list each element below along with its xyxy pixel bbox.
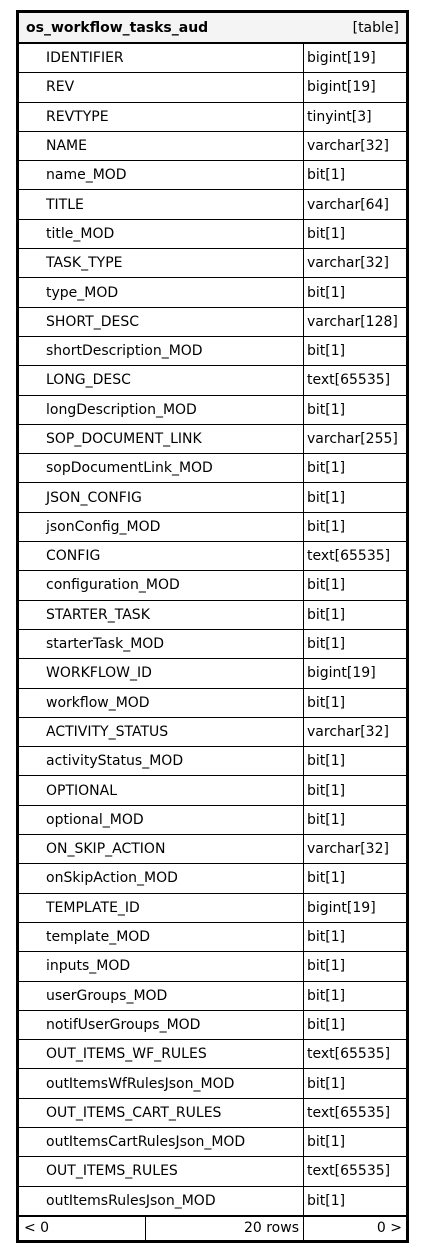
table-row	[19, 630, 406, 659]
column-name: notifUserGroups_MOD	[19, 1011, 304, 1039]
table-row	[19, 161, 406, 190]
table-header	[19, 13, 406, 44]
column-name: LONG_DESC	[19, 366, 304, 394]
table-row	[19, 806, 406, 835]
column-type: text[65535]	[307, 1046, 391, 1063]
table-name: os_workflow_tasks_aud	[26, 19, 209, 36]
column-type: bigint[19]	[307, 665, 376, 682]
column-type: bit[1]	[307, 284, 346, 301]
column-type: varchar[32]	[307, 138, 389, 155]
column-name: IDENTIFIER	[19, 44, 304, 72]
column-type: text[65535]	[307, 548, 391, 565]
table-row	[19, 835, 406, 864]
column-name: REVTYPE	[19, 103, 304, 131]
column-type: bit[1]	[307, 1134, 346, 1151]
column-name: OPTIONAL	[19, 776, 304, 804]
column-type: text[65535]	[307, 372, 391, 389]
table-row	[19, 366, 406, 395]
column-type: bit[1]	[307, 958, 346, 975]
column-type: varchar[64]	[307, 196, 389, 213]
table-row	[19, 278, 406, 307]
column-type: varchar[32]	[307, 841, 389, 858]
table-row	[19, 44, 406, 73]
column-type: bit[1]	[307, 753, 346, 770]
column-type: bit[1]	[307, 1016, 346, 1033]
column-type: varchar[128]	[307, 313, 398, 330]
table-row	[19, 747, 406, 776]
column-name: OUT_ITEMS_RULES	[19, 1157, 304, 1185]
table-row	[19, 894, 406, 923]
column-type: bit[1]	[307, 518, 346, 535]
table-row	[19, 308, 406, 337]
column-type: varchar[32]	[307, 255, 389, 272]
column-name: OUT_ITEMS_CART_RULES	[19, 1099, 304, 1127]
column-name: outItemsRulesJson_MOD	[19, 1187, 304, 1215]
column-name: ON_SKIP_ACTION	[19, 835, 304, 863]
column-type: bit[1]	[307, 1192, 346, 1209]
table-diagram	[16, 10, 409, 1243]
column-name: optional_MOD	[19, 806, 304, 834]
table-footer	[19, 1216, 406, 1240]
table-row	[19, 718, 406, 747]
column-name: userGroups_MOD	[19, 982, 304, 1010]
column-name: outItemsCartRulesJson_MOD	[19, 1128, 304, 1156]
table-row	[19, 1069, 406, 1098]
column-type: bit[1]	[307, 1075, 346, 1092]
column-name: TITLE	[19, 190, 304, 218]
table-row	[19, 571, 406, 600]
table-row	[19, 1187, 406, 1216]
column-name: WORKFLOW_ID	[19, 659, 304, 687]
table-row	[19, 1011, 406, 1040]
column-list	[19, 44, 406, 1216]
column-type: bit[1]	[307, 606, 346, 623]
column-type: bit[1]	[307, 225, 346, 242]
table-row	[19, 923, 406, 952]
table-row	[19, 952, 406, 981]
column-type: varchar[255]	[307, 431, 398, 447]
column-name: SOP_DOCUMENT_LINK	[19, 425, 304, 453]
table-row	[19, 864, 406, 893]
table-row	[19, 73, 406, 102]
column-type: bit[1]	[307, 782, 346, 799]
column-type: bit[1]	[307, 811, 346, 828]
table-row	[19, 483, 406, 512]
column-name: template_MOD	[19, 923, 304, 951]
column-name: title_MOD	[19, 220, 304, 248]
column-name: OUT_ITEMS_WF_RULES	[19, 1040, 304, 1068]
column-name: SHORT_DESC	[19, 308, 304, 336]
table-row	[19, 454, 406, 483]
column-type: text[65535]	[307, 1163, 391, 1180]
table-row	[19, 249, 406, 278]
column-name: TASK_TYPE	[19, 249, 304, 277]
column-name: JSON_CONFIG	[19, 483, 304, 511]
column-name: activityStatus_MOD	[19, 747, 304, 775]
column-name: jsonConfig_MOD	[19, 513, 304, 541]
column-name: outItemsWfRulesJson_MOD	[19, 1069, 304, 1097]
column-name: onSkipAction_MOD	[19, 864, 304, 892]
column-name: ACTIVITY_STATUS	[19, 718, 304, 746]
table-row	[19, 601, 406, 630]
table-row	[19, 689, 406, 718]
next-page-link[interactable]: 0 >	[376, 1220, 402, 1237]
table-row	[19, 659, 406, 688]
table-row	[19, 776, 406, 805]
column-name: STARTER_TASK	[19, 601, 304, 629]
column-type: bigint[19]	[307, 79, 376, 96]
table-row	[19, 132, 406, 161]
column-type: bit[1]	[307, 636, 346, 653]
table-row	[19, 542, 406, 571]
table-row	[19, 1128, 406, 1157]
table-row	[19, 190, 406, 219]
column-type: bigint[19]	[307, 899, 376, 916]
column-type: bit[1]	[307, 987, 346, 1004]
column-type: bit[1]	[307, 577, 346, 594]
column-type: bit[1]	[307, 167, 346, 184]
table-row	[19, 1157, 406, 1186]
column-name: shortDescription_MOD	[19, 337, 304, 365]
table-kind: [table]	[352, 19, 399, 36]
column-type: bit[1]	[307, 460, 346, 477]
row-count: 20 rows	[146, 1217, 304, 1240]
column-name: REV	[19, 73, 304, 101]
column-name: CONFIG	[19, 542, 304, 570]
column-name: TEMPLATE_ID	[19, 894, 304, 922]
column-name: inputs_MOD	[19, 952, 304, 980]
column-name: configuration_MOD	[19, 571, 304, 599]
table-row	[19, 425, 406, 454]
table-row	[19, 103, 406, 132]
table-row	[19, 1099, 406, 1128]
column-type: bit[1]	[307, 401, 346, 418]
column-name: type_MOD	[19, 278, 304, 306]
column-name: workflow_MOD	[19, 689, 304, 717]
column-name: NAME	[19, 132, 304, 160]
column-type: bit[1]	[307, 929, 346, 946]
column-type: varchar[32]	[307, 723, 389, 740]
column-type: bigint[19]	[307, 50, 376, 67]
column-name: longDescription_MOD	[19, 396, 304, 424]
table-row	[19, 220, 406, 249]
column-name: sopDocumentLink_MOD	[19, 454, 304, 482]
table-row	[19, 1040, 406, 1069]
column-type: bit[1]	[307, 870, 346, 887]
column-type: bit[1]	[307, 489, 346, 506]
prev-page-link[interactable]: < 0	[19, 1217, 146, 1240]
column-type: bit[1]	[307, 694, 346, 711]
column-type: tinyint[3]	[307, 108, 372, 125]
table-row	[19, 513, 406, 542]
column-name: name_MOD	[19, 161, 304, 189]
column-type: bit[1]	[307, 343, 346, 360]
column-name: starterTask_MOD	[19, 630, 304, 658]
table-row	[19, 982, 406, 1011]
table-row	[19, 337, 406, 366]
column-type: text[65535]	[307, 1104, 391, 1121]
table-row	[19, 396, 406, 425]
